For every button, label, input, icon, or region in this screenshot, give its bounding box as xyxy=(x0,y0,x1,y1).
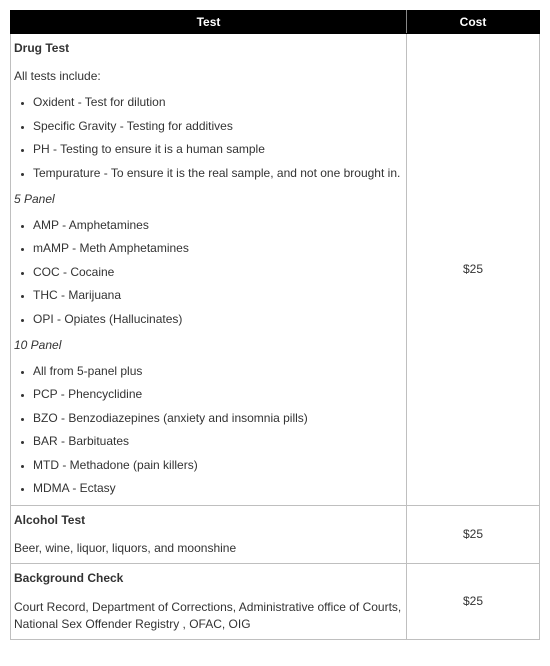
alcohol-test-cost: $25 xyxy=(407,505,540,563)
drug-test-includes-list xyxy=(14,95,406,181)
background-check-details xyxy=(11,563,407,639)
list-item: • BZO - Benzodiazepines (anxiety and insomnia pills) xyxy=(33,411,406,426)
list-item: • COC - Cocaine xyxy=(33,265,406,280)
panel-10-list xyxy=(14,364,406,497)
list-item: • Specific Gravity - Testing for additives xyxy=(33,119,406,134)
alcohol-test-description: Beer, wine, liquor, liquors, and moonshine xyxy=(14,540,237,555)
drug-test-title: Drug Test xyxy=(14,41,70,55)
header-cost: Cost xyxy=(407,11,540,34)
alcohol-test-details xyxy=(11,505,407,563)
header-row xyxy=(11,11,540,34)
pricing-table-wrapper xyxy=(10,10,539,640)
list-item: • All from 5-panel plus xyxy=(33,364,406,379)
list-item: • MTD - Methadone (pain killers) xyxy=(33,458,406,473)
list-item: • BAR - Barbituates xyxy=(33,434,406,449)
list-item: • PH - Testing to ensure it is a human sample xyxy=(33,142,406,157)
pricing-table xyxy=(10,10,540,640)
table-row-background-check xyxy=(11,563,540,639)
list-item: • AMP - Amphetamines xyxy=(33,218,406,233)
drug-test-intro: All tests include: xyxy=(14,69,101,83)
list-item: • Tempurature - To ensure it is the real sample, and not one brought in. xyxy=(33,166,406,181)
list-item: • MDMA - Ectasy xyxy=(33,481,406,496)
table-row-alcohol-test xyxy=(11,505,540,563)
drug-test-cost: $25 xyxy=(407,34,540,506)
panel-10-title: 10 Panel xyxy=(14,337,62,352)
table-row-drug-test xyxy=(11,34,540,506)
drug-test-details xyxy=(11,34,407,506)
panel-5-title: 5 Panel xyxy=(14,191,55,206)
list-item: • THC - Marijuana xyxy=(33,288,406,303)
list-item: • mAMP - Meth Amphetamines xyxy=(33,241,406,256)
header-test: Test xyxy=(11,11,407,34)
panel-5-list xyxy=(14,218,406,327)
list-item: • Oxident - Test for dilution xyxy=(33,95,406,110)
background-check-cost: $25 xyxy=(407,563,540,639)
list-item: • PCP - Phencyclidine xyxy=(33,387,406,402)
background-check-title: Background Check xyxy=(14,570,124,585)
list-item: • OPI - Opiates (Hallucinates) xyxy=(33,312,406,327)
background-check-description: Court Record, Department of Corrections, Administrative office of Courts, National Sex Offender Registry , OFAC, OIG xyxy=(14,599,402,631)
alcohol-test-title: Alcohol Test xyxy=(14,512,86,527)
